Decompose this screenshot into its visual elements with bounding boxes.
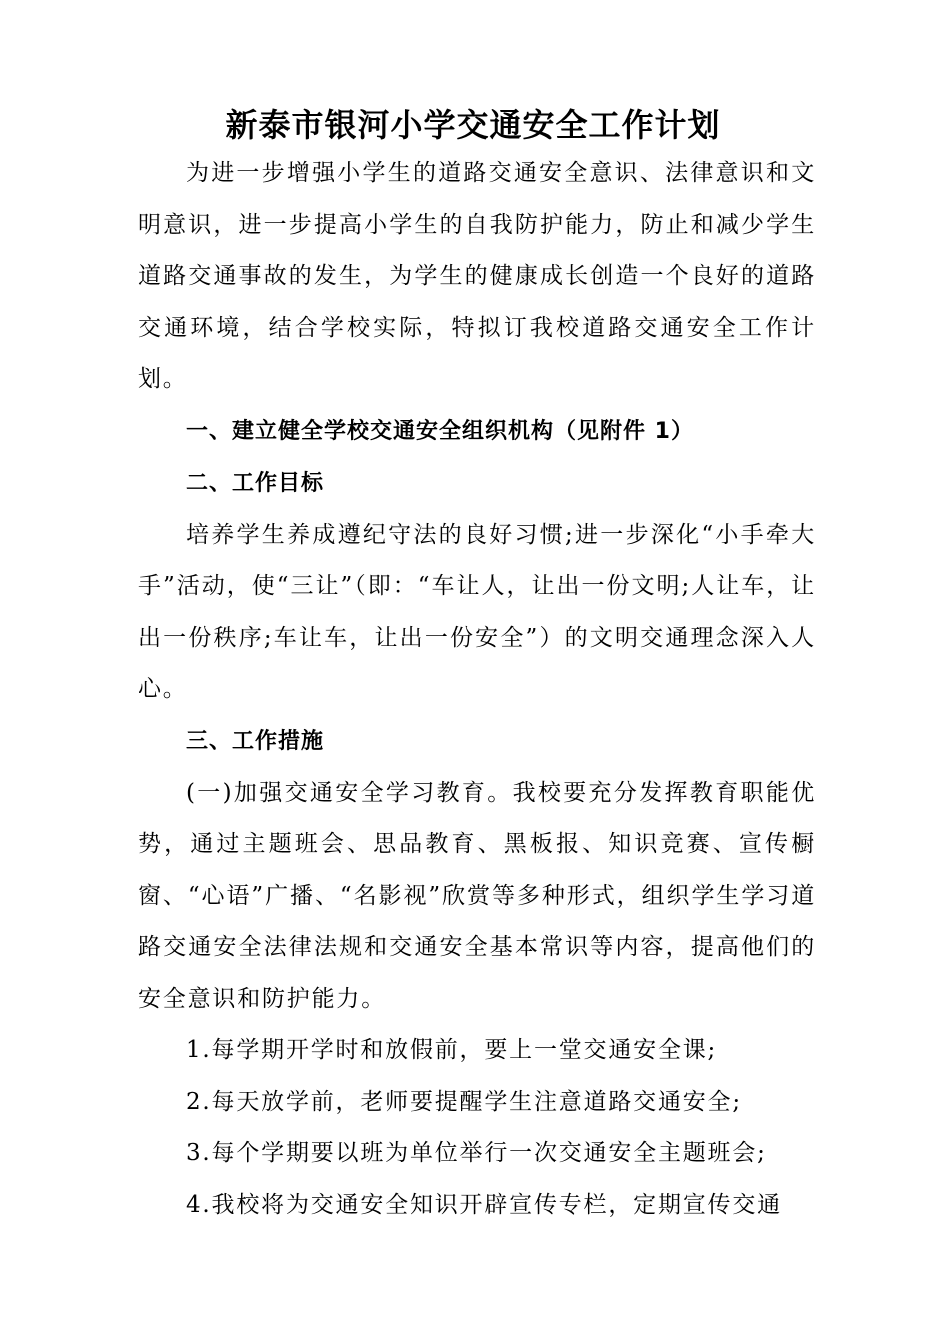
section3-sub1-paragraph: (一)加强交通安全学习教育。我校要充分发挥教育职能优势，通过主题班会、思品教育、黑板报、知识竞赛、宣传橱窗、“心语”广播、“名影视”欣赏等多种形式，组织学生学习道路交通安全法律法规和交通安全基本常识等内容，提高他们的安全意识和防护能力。 xyxy=(138,779,816,1012)
document-title: 新泰市银河小学交通安全工作计划 xyxy=(225,106,721,144)
document-page xyxy=(138,100,816,1231)
section2-paragraph: 培养学生养成遵纪守法的良好习惯;进一步深化“小手牵大手”活动，使“三让”（即：“车让人，让出一份文明;人让车，让出一份秩序;车让车，让出一份安全”）的文明交通理念深入人心。 xyxy=(138,521,816,702)
list-item: 3.每个学期要以班为单位举行一次交通安全主题班会; xyxy=(186,1140,767,1166)
list-item: 2.每天放学前，老师要提醒学生注意道路交通安全; xyxy=(186,1088,742,1115)
section1-heading: 一、建立健全学校交通安全组织机构（见附件 1） xyxy=(186,418,694,444)
section3-heading: 三、工作措施 xyxy=(186,728,325,754)
list-item: 1.每学期开学时和放假前，要上一堂交通安全课; xyxy=(186,1037,718,1063)
section2-heading: 二、工作目标 xyxy=(186,470,325,496)
intro-paragraph: 为进一步增强小学生的道路交通安全意识、法律意识和文明意识，进一步提高小学生的自我防护能力，防止和减少学生道路交通事故的发生，为学生的健康成长创造一个良好的道路交通环境，结合学校实际，特拟订我校道路交通安全工作计划。 xyxy=(138,160,816,392)
list-item: 4.我校将为交通安全知识开辟宣传专栏，定期宣传交通 xyxy=(186,1191,782,1218)
